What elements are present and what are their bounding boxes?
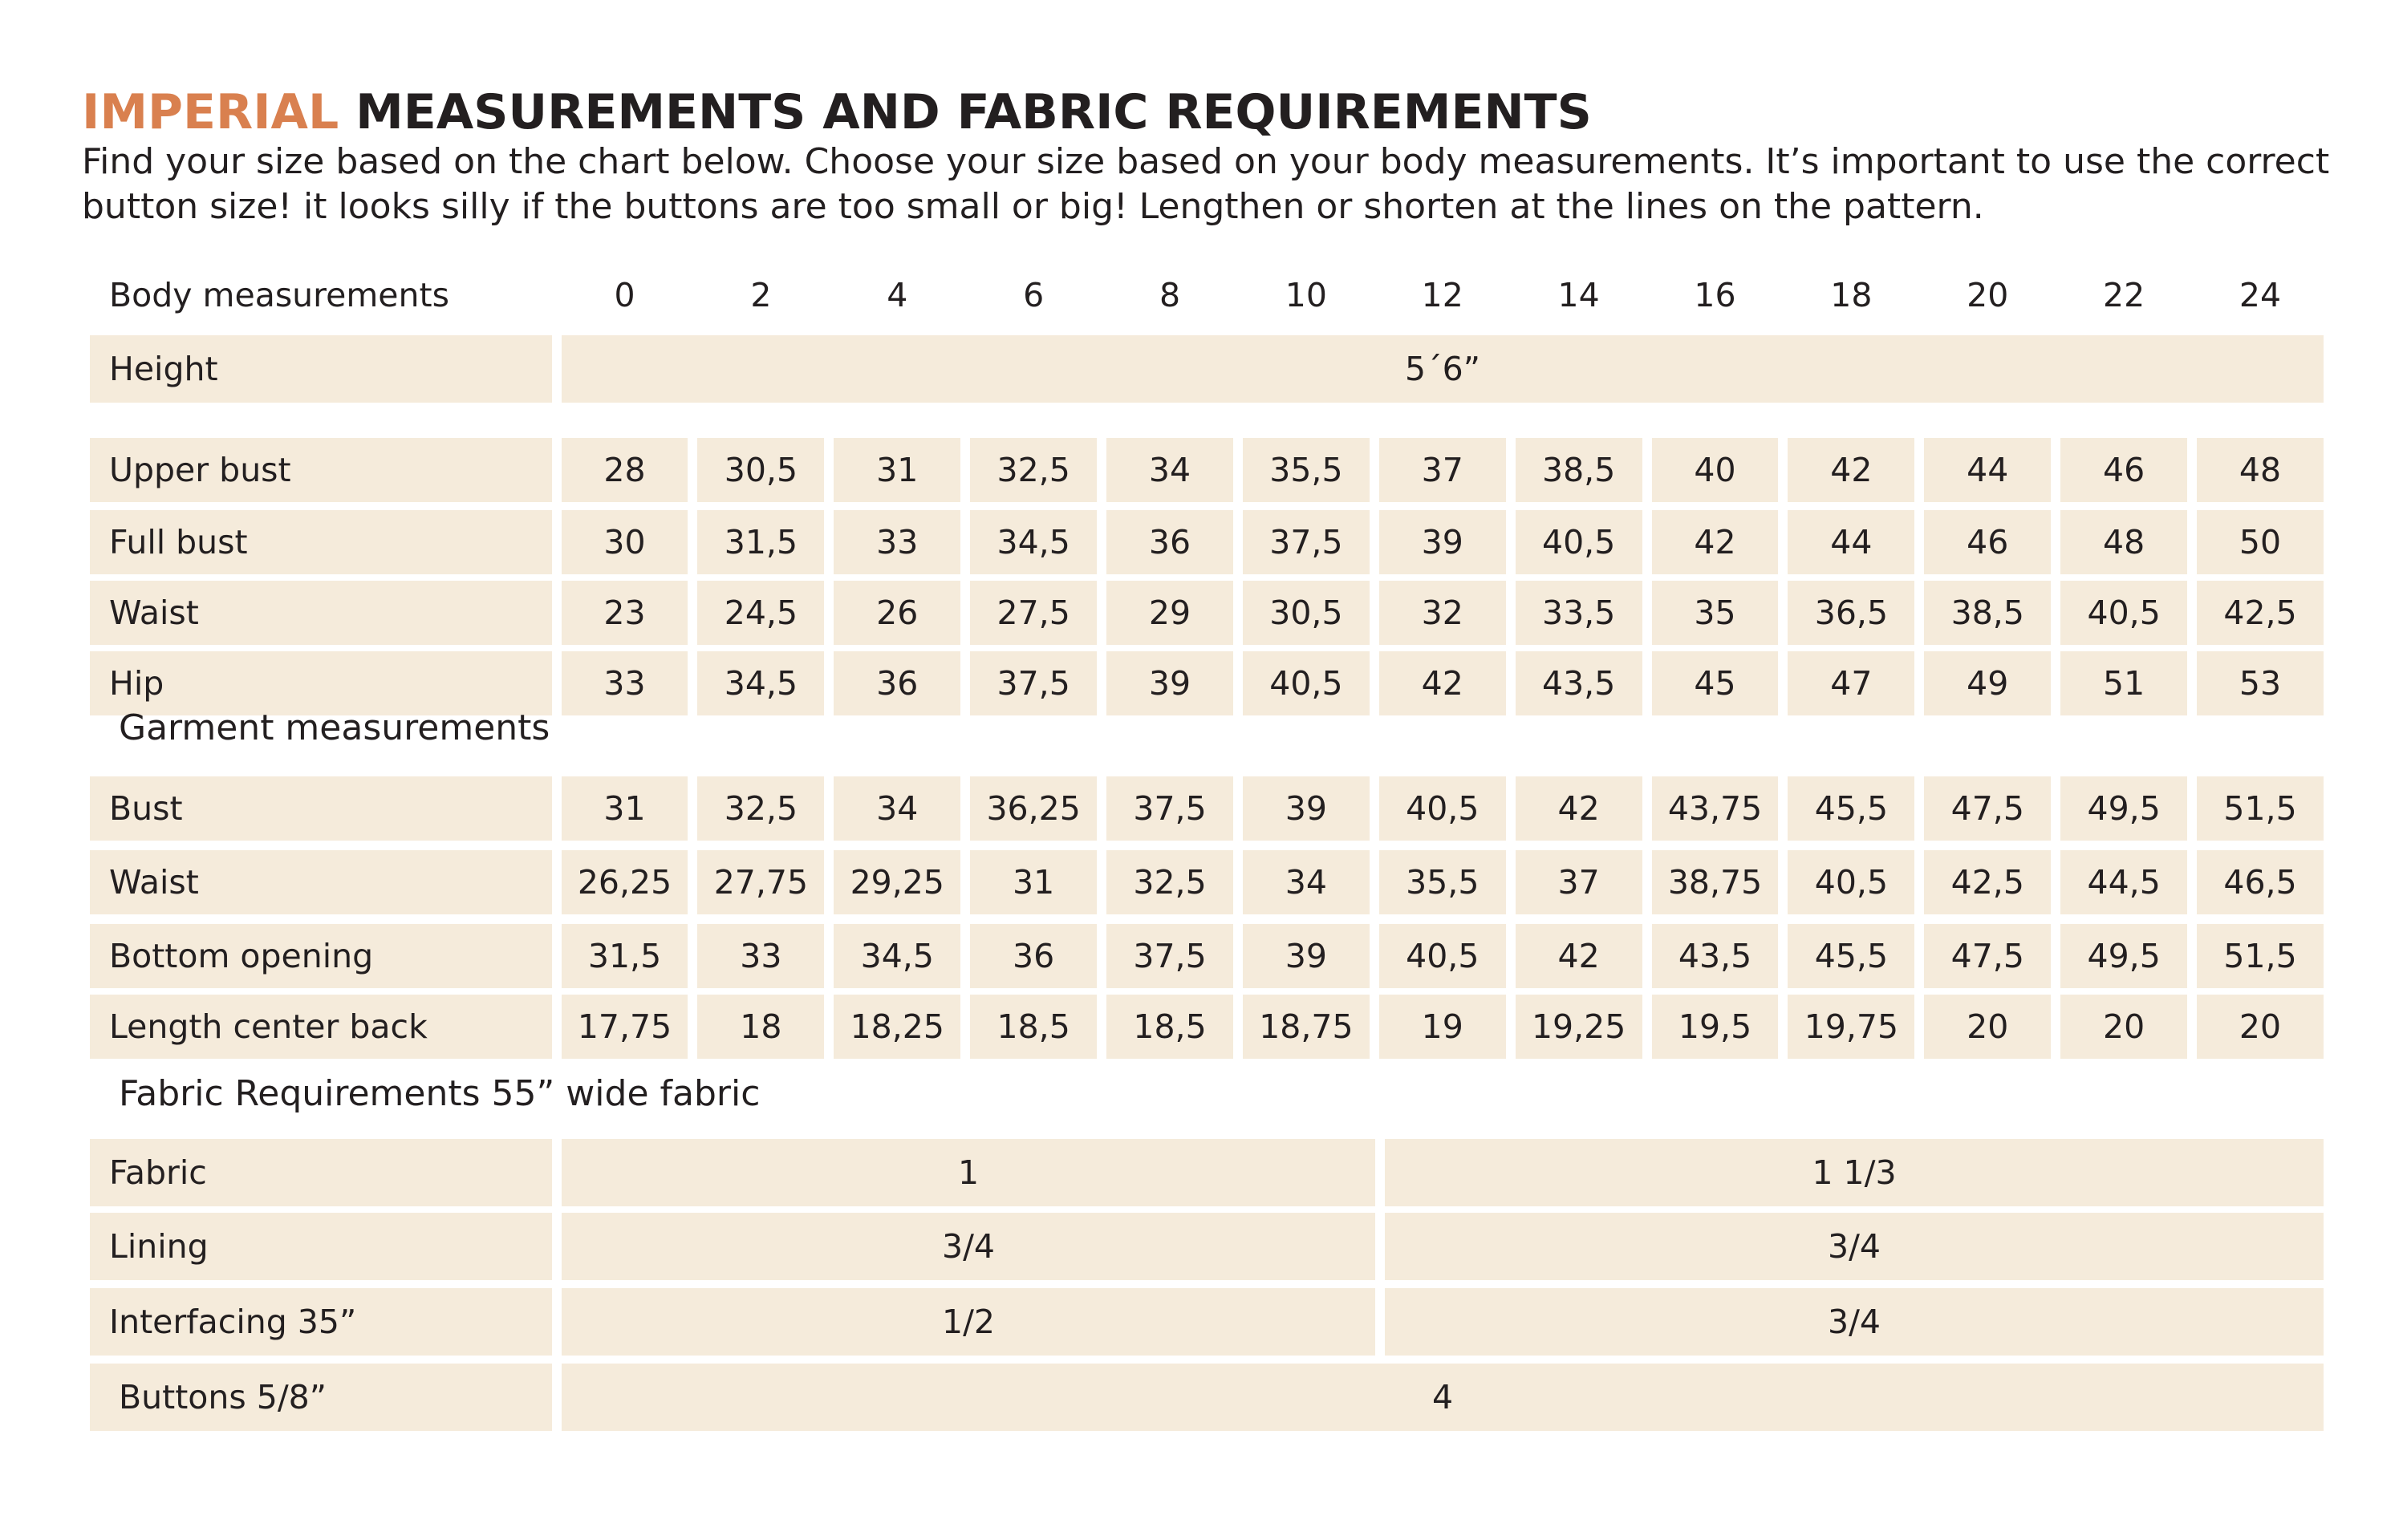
table-cell: 3/4 bbox=[562, 1213, 1375, 1280]
table-cell: 20 bbox=[2197, 995, 2324, 1059]
table-row bbox=[90, 995, 2324, 1059]
row-label: Height bbox=[90, 335, 552, 403]
table-cell: 40,5 bbox=[1379, 776, 1506, 841]
table-cell: 51,5 bbox=[2197, 776, 2324, 841]
table-cell: 53 bbox=[2197, 651, 2324, 715]
table-cell: 34 bbox=[1106, 438, 1233, 502]
row-label: Hip bbox=[90, 651, 552, 715]
table-cell: 43,5 bbox=[1516, 651, 1642, 715]
table-cell: 18,25 bbox=[834, 995, 960, 1059]
table-cell: 34 bbox=[834, 776, 960, 841]
table-cell: 45,5 bbox=[1788, 924, 1914, 988]
table-cell: 20 bbox=[1924, 995, 2051, 1059]
intro-text: Find your size based on the chart below. Choose your size based on your body measurements. It’s important to use the correct button size! it looks silly if the buttons are too small or big! Lengthen or shorten at the lines on the pattern. bbox=[82, 141, 2330, 227]
table-cell: 34,5 bbox=[970, 510, 1097, 574]
table-cell: 50 bbox=[2197, 510, 2324, 574]
table-cell: 31 bbox=[834, 438, 960, 502]
table-cell: 40,5 bbox=[1243, 651, 1370, 715]
table-cell: 42 bbox=[1516, 924, 1642, 988]
table-cell: 37 bbox=[1516, 850, 1642, 914]
table-cell: 44 bbox=[1788, 510, 1914, 574]
table-cell: 33 bbox=[834, 510, 960, 574]
table-cell: 32,5 bbox=[697, 776, 824, 841]
table-cell: 18,5 bbox=[970, 995, 1097, 1059]
table-cell: 39 bbox=[1243, 776, 1370, 841]
size-header: 12 bbox=[1421, 276, 1463, 314]
table-cell: 24,5 bbox=[697, 581, 824, 645]
table-cell: 23 bbox=[562, 581, 688, 645]
table-cell: 35,5 bbox=[1379, 850, 1506, 914]
table-cell: 37 bbox=[1379, 438, 1506, 502]
table-cell: 42 bbox=[1516, 776, 1642, 841]
garment-measurements-heading: Garment measurements bbox=[119, 707, 550, 748]
row-label: Length center back bbox=[90, 995, 552, 1059]
table-cell: 30,5 bbox=[697, 438, 824, 502]
table-cell: 31 bbox=[970, 850, 1097, 914]
table-cell: 27,75 bbox=[697, 850, 824, 914]
row-label: Bottom opening bbox=[90, 924, 552, 988]
table-cell: 17,75 bbox=[562, 995, 688, 1059]
row-label: Full bust bbox=[90, 510, 552, 574]
table-cell: 38,5 bbox=[1516, 438, 1642, 502]
table-row bbox=[90, 1139, 2324, 1206]
table-cell: 19,75 bbox=[1788, 995, 1914, 1059]
title-accent: IMPERIAL bbox=[82, 84, 339, 140]
table-cell: 45,5 bbox=[1788, 776, 1914, 841]
table-cell: 42,5 bbox=[2197, 581, 2324, 645]
table-cell: 40 bbox=[1652, 438, 1779, 502]
table-cell: 47,5 bbox=[1924, 776, 2051, 841]
row-label: Fabric bbox=[90, 1139, 552, 1206]
table-row bbox=[90, 924, 2324, 988]
table-cell: 35 bbox=[1652, 581, 1779, 645]
table-cell: 42 bbox=[1652, 510, 1779, 574]
size-header: 18 bbox=[1830, 276, 1873, 314]
table-cell: 39 bbox=[1243, 924, 1370, 988]
table-cell: 39 bbox=[1106, 651, 1233, 715]
table-cell: 37,5 bbox=[970, 651, 1097, 715]
table-cell: 40,5 bbox=[1379, 924, 1506, 988]
table-cell: 37,5 bbox=[1106, 776, 1233, 841]
table-cell: 48 bbox=[2197, 438, 2324, 502]
table-cell: 19 bbox=[1379, 995, 1506, 1059]
table-cell: 29,25 bbox=[834, 850, 960, 914]
table-cell: 28 bbox=[562, 438, 688, 502]
size-header: 22 bbox=[2103, 276, 2145, 314]
table-cell: 43,5 bbox=[1652, 924, 1779, 988]
table-row bbox=[90, 581, 2324, 645]
table-cell: 48 bbox=[2060, 510, 2187, 574]
table-cell: 26 bbox=[834, 581, 960, 645]
table-cell: 33,5 bbox=[1516, 581, 1642, 645]
size-header: 8 bbox=[1159, 276, 1181, 314]
table-row bbox=[90, 438, 2324, 502]
table-cell: 37,5 bbox=[1106, 924, 1233, 988]
table-cell: 3/4 bbox=[1385, 1288, 2324, 1356]
table-cell: 18,5 bbox=[1106, 995, 1233, 1059]
title-rest: MEASUREMENTS AND FABRIC REQUIREMENTS bbox=[339, 84, 1592, 140]
table-cell: 34 bbox=[1243, 850, 1370, 914]
table-cell: 43,75 bbox=[1652, 776, 1779, 841]
table-row bbox=[90, 776, 2324, 841]
table-cell: 46,5 bbox=[2197, 850, 2324, 914]
row-label: Lining bbox=[90, 1213, 552, 1280]
table-cell: 39 bbox=[1379, 510, 1506, 574]
size-header: 24 bbox=[2239, 276, 2282, 314]
table-cell: 36 bbox=[834, 651, 960, 715]
table-cell: 36 bbox=[970, 924, 1097, 988]
table-cell: 32 bbox=[1379, 581, 1506, 645]
row-label: Bust bbox=[90, 776, 552, 841]
table-cell: 46 bbox=[2060, 438, 2187, 502]
table-cell: 26,25 bbox=[562, 850, 688, 914]
table-cell: 47 bbox=[1788, 651, 1914, 715]
table-cell: 33 bbox=[562, 651, 688, 715]
table-cell: 1 bbox=[562, 1139, 1375, 1206]
table-cell: 32,5 bbox=[1106, 850, 1233, 914]
table-cell: 46 bbox=[1924, 510, 2051, 574]
size-header: 4 bbox=[887, 276, 908, 314]
table-cell: 36,25 bbox=[970, 776, 1097, 841]
size-header: 20 bbox=[1967, 276, 2009, 314]
table-cell: 31 bbox=[562, 776, 688, 841]
table-cell: 49,5 bbox=[2060, 924, 2187, 988]
table-cell: 40,5 bbox=[2060, 581, 2187, 645]
table-cell: 30 bbox=[562, 510, 688, 574]
table-cell: 51 bbox=[2060, 651, 2187, 715]
size-header: 0 bbox=[614, 276, 635, 314]
table-cell: 1 1/3 bbox=[1385, 1139, 2324, 1206]
table-cell: 20 bbox=[2060, 995, 2187, 1059]
table-cell: 34,5 bbox=[697, 651, 824, 715]
table-cell: 1/2 bbox=[562, 1288, 1375, 1356]
table-cell: 3/4 bbox=[1385, 1213, 2324, 1280]
table-cell: 49 bbox=[1924, 651, 2051, 715]
table-row bbox=[90, 1213, 2324, 1280]
size-header: 16 bbox=[1694, 276, 1736, 314]
row-label: Interfacing 35” bbox=[90, 1288, 552, 1356]
body-measurements-heading: Body measurements bbox=[109, 276, 449, 314]
table-cell: 51,5 bbox=[2197, 924, 2324, 988]
table-row bbox=[90, 1364, 2324, 1431]
header-row bbox=[90, 263, 2324, 327]
table-cell: 36 bbox=[1106, 510, 1233, 574]
table-cell: 37,5 bbox=[1243, 510, 1370, 574]
table-row bbox=[90, 850, 2324, 914]
row-label: Waist bbox=[90, 581, 552, 645]
table-cell: 40,5 bbox=[1516, 510, 1642, 574]
row-label: Buttons 5/8” bbox=[90, 1364, 552, 1431]
table-cell: 30,5 bbox=[1243, 581, 1370, 645]
table-cell: 18,75 bbox=[1243, 995, 1370, 1059]
buttons-value: 4 bbox=[562, 1364, 2324, 1431]
table-cell: 27,5 bbox=[970, 581, 1097, 645]
table-cell: 32,5 bbox=[970, 438, 1097, 502]
height-value: 5´6” bbox=[562, 335, 2324, 403]
size-header: 6 bbox=[1023, 276, 1045, 314]
table-cell: 18 bbox=[697, 995, 824, 1059]
table-cell: 38,5 bbox=[1924, 581, 2051, 645]
table-cell: 19,5 bbox=[1652, 995, 1779, 1059]
table-cell: 31,5 bbox=[562, 924, 688, 988]
table-cell: 38,75 bbox=[1652, 850, 1779, 914]
table-cell: 19,25 bbox=[1516, 995, 1642, 1059]
table-cell: 42 bbox=[1379, 651, 1506, 715]
size-header: 2 bbox=[750, 276, 772, 314]
table-cell: 45 bbox=[1652, 651, 1779, 715]
table-cell: 40,5 bbox=[1788, 850, 1914, 914]
table-cell: 49,5 bbox=[2060, 776, 2187, 841]
table-cell: 44 bbox=[1924, 438, 2051, 502]
size-header: 14 bbox=[1557, 276, 1600, 314]
fabric-requirements-heading: Fabric Requirements 55” wide fabric bbox=[119, 1073, 761, 1114]
table-cell: 44,5 bbox=[2060, 850, 2187, 914]
table-row bbox=[90, 1288, 2324, 1356]
table-cell: 34,5 bbox=[834, 924, 960, 988]
table-cell: 42 bbox=[1788, 438, 1914, 502]
table-cell: 33 bbox=[697, 924, 824, 988]
table-row bbox=[90, 335, 2324, 403]
table-cell: 36,5 bbox=[1788, 581, 1914, 645]
table-cell: 47,5 bbox=[1924, 924, 2051, 988]
table-row bbox=[90, 510, 2324, 574]
row-label: Upper bust bbox=[90, 438, 552, 502]
table-cell: 31,5 bbox=[697, 510, 824, 574]
row-label: Waist bbox=[90, 850, 552, 914]
table-cell: 42,5 bbox=[1924, 850, 2051, 914]
size-header: 10 bbox=[1285, 276, 1327, 314]
table-cell: 35,5 bbox=[1243, 438, 1370, 502]
table-cell: 29 bbox=[1106, 581, 1233, 645]
